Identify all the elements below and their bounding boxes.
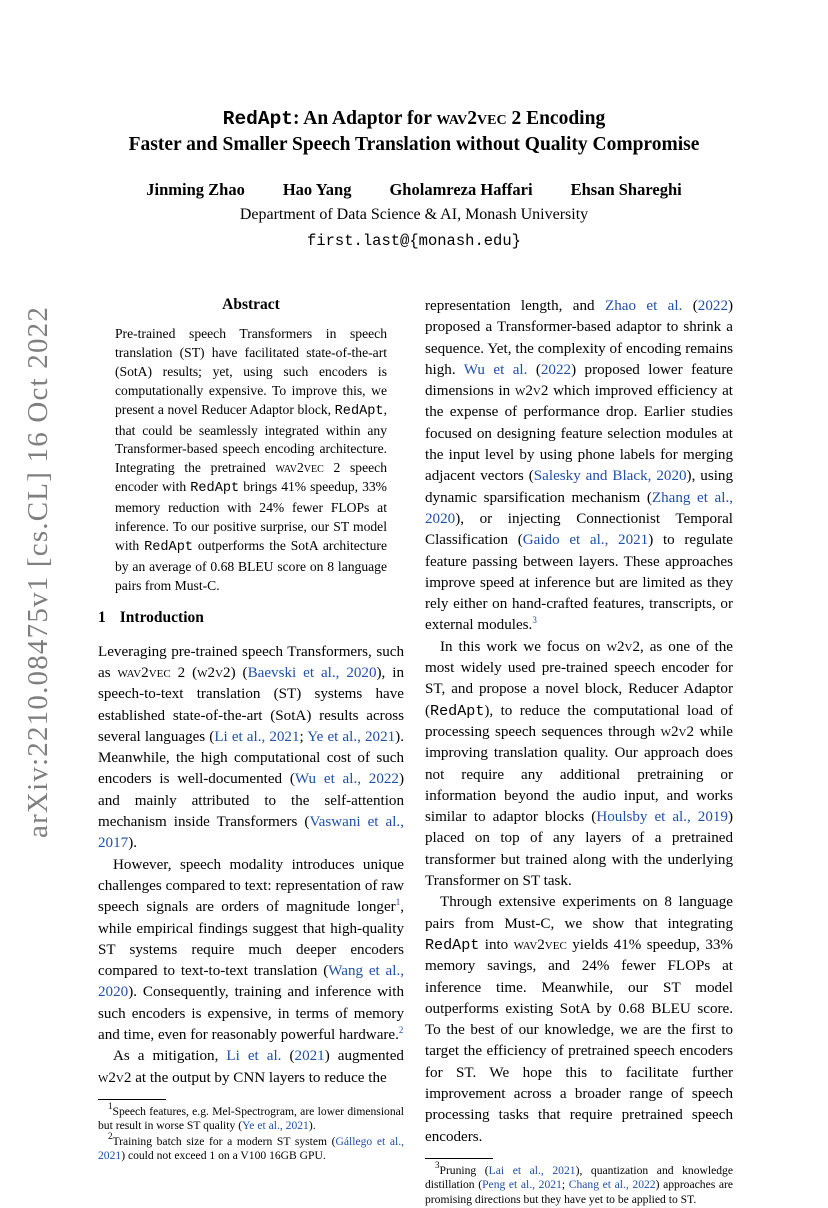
citation-link[interactable]: 2021 <box>294 1048 325 1065</box>
author-email: first.last@{monash.edu} <box>307 232 521 250</box>
citation-link[interactable]: Vaswani et al., 2017 <box>98 814 404 852</box>
citation-link[interactable]: Wu et al. <box>463 361 528 378</box>
citation-link[interactable]: Peng et al., 2021 <box>482 1178 562 1192</box>
footnote-divider <box>425 1158 493 1159</box>
citation-link[interactable]: 2022 <box>540 361 572 378</box>
redapt-term: RedApt <box>425 935 480 954</box>
right-column <box>425 296 733 1208</box>
intro-paragraph-3: As a mitigation, Li et al. (2021) augmented w2v2 at the output by CNN layers to reduce the <box>98 1048 404 1086</box>
author-name: Gholamreza Haffari <box>389 180 533 199</box>
citation-link[interactable]: Houlsby et al., 2019 <box>596 809 728 826</box>
citation-link[interactable]: Gaido et al., 2021 <box>522 532 649 549</box>
footnote-marker[interactable]: 1 <box>395 897 401 908</box>
footnote-2: $^2$Training batch size for a modern ST system (Gállego et al., 2021) could not exceed 1 on a V100 16GB GPU. <box>98 1130 404 1163</box>
wav2vec-term: wav2vec <box>275 460 324 476</box>
citation-link[interactable]: Gállego et al., 2021 <box>98 1134 404 1163</box>
section-heading-introduction: 1 Introduction <box>98 608 204 626</box>
intro-paragraph-4: In this work we focus on w2v2, as one of the most widely used pre-trained speech encoder for ST, and propose a novel block, Reducer Adaptor (RedApt), to reduce the computational load of processing speech sequences through w2v2 while improving translation quality. Our approach does not require any additional pretraining or information beyond the audio input, and works similar to adaptor blocks (Houlsby et al., 2019) placed on top of any layers of a pretrained transformer but trained along with the underlying Transformer on ST task. <box>425 638 734 890</box>
citation-link[interactable]: Ye et al., 2021 <box>307 728 396 745</box>
redapt-term: RedApt <box>430 701 485 720</box>
citation-link[interactable]: Lai et al., 2021 <box>488 1163 576 1177</box>
title-line1-end: 2 Encoding <box>506 108 606 129</box>
title-line1-part: : An Adaptor for <box>293 108 437 129</box>
intro-paragraph-5: Through extensive experiments on 8 language pairs from Must-C, we show that integrating RedApt into wav2vec yields 41% speedup, 33% memory savings, and 24% fewer FLOPs at inference time. Meanwhile, our ST model outperforms existing SotA by 0.68 BLEU score. To the best of our knowledge, we are the first to target the efficiency of pretrained speech encoders for ST. We hope this to facilitate further improvement across a broader range of speech processing tasks that require pretrained speech encoders. <box>425 894 733 1145</box>
citation-link[interactable]: Salesky and Black, 2020 <box>533 468 687 485</box>
author-name: Hao Yang <box>282 180 352 199</box>
intro-paragraph-1: Leveraging pre-trained speech Transformers, such as wav2vec 2 (w2v2) (Baevski et al., 2020), in speech-to-text translation (ST) systems have established state-of-the-art (SotA) results across several languages (Li et al., 2021; Ye et al., 2021). Meanwhile, the high computational cost of such encoders is well-documented (Wu et al., 2022) and mainly attributed to the self-attention mechanism inside Transformers (Vaswani et al., 2017). <box>98 643 404 852</box>
intro-paragraph-2: However, speech modality introduces unique challenges compared to text: representation of raw speech signals are orders of magnitude longer$^1$, while empirical findings suggest that high-quality ST systems require much deeper encoders compared to text-to-text translation (Wang et al., 2020). Consequently, training and inference with such encoders is expensive, in terms of memory and time, even for reasonably powerful hardware.$^2$ <box>98 856 404 1044</box>
citation-link[interactable]: Chang et al., 2022 <box>568 1178 656 1192</box>
redapt-term: RedApt <box>190 481 240 497</box>
author-name: Jinming Zhao <box>146 180 245 199</box>
redapt-term: RedApt <box>144 539 194 555</box>
citation-link[interactable]: Wang et al., 2020 <box>98 963 404 1001</box>
footnote-1: $^1$Speech features, e.g. Mel-Spectrogram, are lower dimensional but result in worse ST quality (Ye et al., 2021). <box>98 1100 404 1133</box>
paper-title <box>0 106 828 157</box>
author-name: Ehsan Shareghi <box>570 180 682 199</box>
title-wav2vec: wav2vec <box>436 108 507 129</box>
citation-link[interactable]: Wu et al., 2022 <box>294 771 399 788</box>
citation-link[interactable]: Ye et al., 2021 <box>242 1119 309 1133</box>
author-list <box>0 180 828 200</box>
redapt-term: RedApt <box>334 403 384 419</box>
citation-link[interactable]: Zhao et al. <box>604 298 683 314</box>
citation-link[interactable]: Baevski et al., 2020 <box>247 664 377 681</box>
left-column <box>98 296 404 1165</box>
citation-link[interactable]: Li et al. <box>226 1048 282 1065</box>
abstract-heading: Abstract <box>222 296 280 313</box>
intro-paragraph-continued: representation length, and Zhao et al. (2022) proposed a Transformer-based adaptor to shrink a sequence. Yet, the complexity of encoding remains high. Wu et al. (2022) proposed lower feature dimensions in w2v2 which improved efficiency at the expense of performance drop. Earlier studies focused on designing feature selection modules at the input level by using phone labels for merging adjacent vectors (Salesky and Black, 2020), using dynamic sparsification mechanism (Zhang et al., 2020), or injecting Connectionist Temporal Classification (Gaido et al., 2021) to regulate feature passing between layers. These approaches improve speed at inference but are limited as they rely either on hand-crafted features, transcripts, or external modules.$^3$ <box>425 298 734 634</box>
title-line2: Faster and Smaller Speech Translation without Quality Compromise <box>128 134 700 155</box>
abstract-text: Pre-trained speech Transformers in speech translation (ST) have facilitated state-of-the-art (SotA) results; yet, using such encoders is computationally expensive. To improve this, we present a novel Reducer Adaptor block, RedApt, that could be seamlessly integrated within any Transformer-based speech encoding architecture. Integrating the pretrained wav2vec 2 speech encoder with RedApt brings 41% speedup, 33% memory reduction with 24% fewer FLOPs at inference. To our positive surprise, our ST model with RedApt outperforms the SotA architecture by an average of 0.68 BLEU score on 8 language pairs from Must-C. <box>115 326 387 593</box>
footnote-marker[interactable]: 2 <box>398 1025 404 1036</box>
title-redapt: RedApt <box>222 108 293 130</box>
footnote-marker[interactable]: 3 <box>532 615 537 626</box>
footnote-divider <box>98 1099 166 1100</box>
arxiv-identifier-stamp: arXiv:2210.08475v1 [cs.CL] 16 Oct 2022 <box>22 305 54 838</box>
footnote-3: $^3$Pruning (Lai et al., 2021), quantization and knowledge distillation (Peng et al., 2021; Chang et al., 2022) approaches are promising directions but they have yet to be applied to ST. <box>425 1159 733 1206</box>
citation-link[interactable]: Li et al., 2021 <box>214 728 300 745</box>
citation-link[interactable]: 2022 <box>697 298 728 314</box>
citation-link[interactable]: Zhang et al., 2020 <box>425 489 733 527</box>
affiliation: Department of Data Science & AI, Monash University <box>239 206 589 223</box>
